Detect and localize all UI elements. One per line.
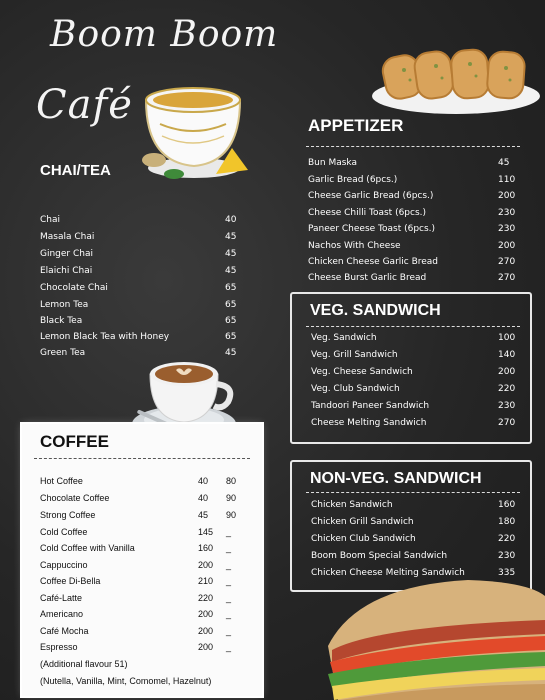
coffee-box xyxy=(22,424,262,696)
list-item: Café Mocha 200 _ xyxy=(40,626,232,636)
list-item: Chicken Grill Sandwich 180 xyxy=(311,517,516,527)
list-item: Cappuccino 200 _ xyxy=(40,560,232,570)
list-item: Bun Maska 45 xyxy=(308,158,510,168)
list-item: Elaichi Chai 45 xyxy=(40,266,237,276)
brand-line2: Café xyxy=(36,82,133,128)
list-item: Strong Coffee 45 90 xyxy=(40,510,237,520)
coffee-list xyxy=(40,476,260,691)
list-item: Cheese Melting Sandwich 270 xyxy=(311,418,516,428)
list-item: Americano 200 _ xyxy=(40,609,232,619)
list-item: Ginger Chai 45 xyxy=(40,249,237,259)
chai-section-title: CHAI/TEA xyxy=(40,162,111,179)
brand-line1: Boom Boom xyxy=(50,14,279,55)
coffee-divider xyxy=(34,458,250,459)
nonveg-divider xyxy=(306,492,520,493)
list-item: Espresso 200 _ xyxy=(40,642,232,652)
list-item: Chicken Cheese Melting Sandwich 335 xyxy=(311,568,516,578)
list-item: Cheese Garlic Bread (6pcs.) 200 xyxy=(308,191,516,201)
list-item: Coffee Di-Bella 210 _ xyxy=(40,576,232,586)
list-item: Cold Coffee with Vanilla 160 _ xyxy=(40,543,232,553)
list-item: Veg. Club Sandwich 220 xyxy=(311,384,516,394)
list-item: Garlic Bread (6pcs.) 110 xyxy=(308,175,516,185)
list-item: Chicken Club Sandwich 220 xyxy=(311,534,516,544)
list-item: Chocolate Chai 65 xyxy=(40,283,237,293)
appetizer-section-title: APPETIZER xyxy=(308,116,404,135)
coffee-note: (Nutella, Vanilla, Mint, Comomel, Hazelnut) xyxy=(40,676,212,686)
chai-list xyxy=(40,215,240,365)
list-item: Cheese Chilli Toast (6pcs.) 230 xyxy=(308,208,516,218)
list-item: Chocolate Coffee 40 90 xyxy=(40,493,237,503)
nonveg-section-title: NON-VEG. SANDWICH xyxy=(310,470,482,487)
list-item: Boom Boom Special Sandwich 230 xyxy=(311,551,516,561)
list-item: Chai 40 xyxy=(40,215,237,225)
list-item: Chicken Sandwich 160 xyxy=(311,500,516,510)
list-item: Chicken Cheese Garlic Bread 270 xyxy=(308,257,516,267)
list-item: Cheese Burst Garlic Bread 270 xyxy=(308,273,516,283)
veg-section-title: VEG. SANDWICH xyxy=(310,302,441,319)
coffee-note: (Additional flavour 51) xyxy=(40,659,128,669)
list-item: Lemon Black Tea with Honey 65 xyxy=(40,332,237,342)
nonveg-list xyxy=(311,500,521,580)
list-item: Green Tea 45 xyxy=(40,348,237,358)
list-item: Tandoori Paneer Sandwich 230 xyxy=(311,401,516,411)
list-item: Veg. Grill Sandwich 140 xyxy=(311,350,516,360)
appetizer-divider xyxy=(306,146,520,147)
sandwich-image xyxy=(318,576,545,700)
appetizer-list xyxy=(308,158,518,288)
list-item: Veg. Cheese Sandwich 200 xyxy=(311,367,516,377)
list-item: Veg. Sandwich 100 xyxy=(311,333,516,343)
list-item: Cold Coffee 145 _ xyxy=(40,527,232,537)
list-item: Lemon Tea 65 xyxy=(40,300,237,310)
list-item: Black Tea 65 xyxy=(40,316,237,326)
list-item: Café-Latte 220 _ xyxy=(40,593,232,603)
garlic-bread-image xyxy=(370,46,542,118)
list-item: Paneer Cheese Toast (6pcs.) 230 xyxy=(308,224,516,234)
veg-list xyxy=(311,333,521,433)
list-item: Hot Coffee 40 80 xyxy=(40,476,237,486)
list-item: Nachos With Cheese 200 xyxy=(308,241,516,251)
tea-cup-image xyxy=(132,78,250,182)
coffee-section-title: COFFEE xyxy=(40,432,109,451)
list-item: Masala Chai 45 xyxy=(40,232,237,242)
veg-divider xyxy=(306,326,520,327)
